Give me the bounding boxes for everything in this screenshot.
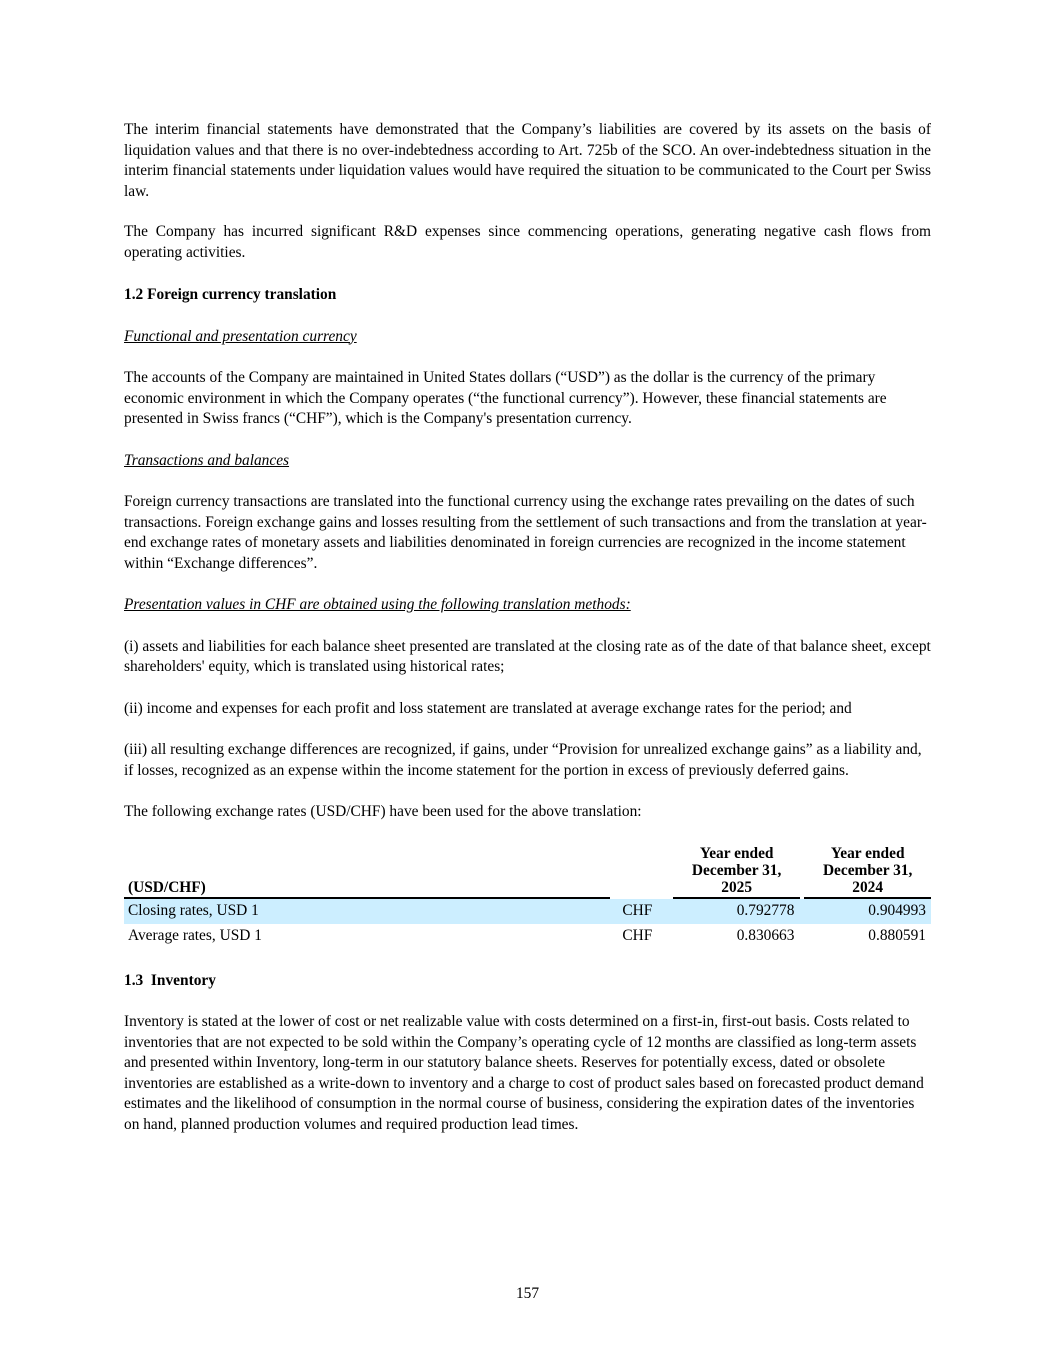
paragraph-table-intro: The following exchange rates (USD/CHF) have been used for the above translation: — [124, 803, 642, 820]
row-label: Closing rates, USD 1 — [124, 899, 610, 924]
exchange-rates-table — [124, 845, 931, 949]
row-value-2024: 0.880591 — [868, 926, 926, 944]
list-item-method-i: (i) assets and liabilities for each balance sheet presented are translated at the closing rate as of the date of that balance sheet, except shareholders' equity, which is translated using historical rates; — [124, 637, 931, 675]
row-currency: CHF — [622, 926, 653, 944]
row-label: Average rates, USD 1 — [128, 926, 262, 944]
document-page — [124, 120, 931, 1135]
subheading-transactions-balances: Transactions and balances — [124, 451, 290, 469]
list-item-method-ii: (ii) income and expenses for each profit and loss statement are translated at average exchange rates for the period; and — [124, 699, 852, 717]
table-header-label: (USD/CHF) — [124, 845, 610, 899]
subheading-translation-methods: Presentation values in CHF are obtained using the following translation methods: — [124, 596, 631, 613]
paragraph-inventory: Inventory is stated at the lower of cost or net realizable value with costs determined on a first-in, first-out basis. Costs related to inventories that are not expected to be sold within the Company’s operating cycle of 12 months are classified as long-term assets and presented within Inventory, long-term in our statutory balance sheets. Reserves for potentially excess, dated or obsolete inventories are established as a write-down to inventory and a charge to cost of product sales based on forecasted product demand estimates and the likelihood of consumption in the normal course of business, considering the expiration dates of the inventories on hand, planned production volumes and required production lead times. — [124, 1013, 924, 1133]
paragraph-transactions-balances: Foreign currency transactions are translated into the functional currency using the exchange rates prevailing on the dates of such transactions. Foreign exchange gains and losses resulting from the settlement of such transactions and from the translation at year-end exchange rates of monetary assets and liabilities denominated in foreign currencies are recognized in the income statement within “Exchange differences”. — [124, 493, 927, 572]
page-number: 157 — [515, 1285, 540, 1302]
subheading-functional-currency: Functional and presentation currency — [124, 327, 357, 345]
section-heading-foreign-currency: 1.2 Foreign currency translation — [124, 286, 337, 303]
row-value-2025: 0.830663 — [736, 926, 795, 944]
paragraph-rd-expenses: The Company has incurred significant R&D expenses since commencing operations, generating negative cash flows from operating activities. — [124, 223, 931, 261]
list-item-method-iii: (iii) all resulting exchange differences are recognized, if gains, under “Provision for unrealized exchange gains” as a liability and, if losses, recognized as an expense within the income statement for the portion in excess of previously deferred gains. — [124, 741, 922, 779]
table-row — [124, 924, 931, 949]
section-heading-inventory: 1.3 Inventory — [124, 971, 216, 989]
table-row — [124, 899, 931, 924]
row-currency: CHF — [610, 899, 665, 924]
paragraph-liquidation-values: The interim financial statements have demonstrated that the Company’s liabilities are covered by its assets on the basis of liquidation values and that there is no over-indebtedness according to Art. 725b of the SCO. An over-indebtedness situation in the interim financial statements under liquidation values would have required the situation to be communicated to the Court per Swiss law. — [124, 121, 931, 200]
row-value-2025: 0.792778 — [673, 899, 801, 924]
table-header-2024: Year ended December 31, 2024 — [804, 845, 931, 899]
row-value-2024: 0.904993 — [804, 899, 931, 924]
paragraph-functional-currency: The accounts of the Company are maintained in United States dollars (“USD”) as the dollar is the currency of the primary economic environment in which the Company operates (“the functional currency”). However, these financial statements are presented in Swiss francs (“CHF”), which is the Company's presentation currency. — [124, 369, 887, 427]
table-header-row — [124, 845, 931, 899]
table-header-2025: Year ended December 31, 2025 — [673, 845, 801, 899]
